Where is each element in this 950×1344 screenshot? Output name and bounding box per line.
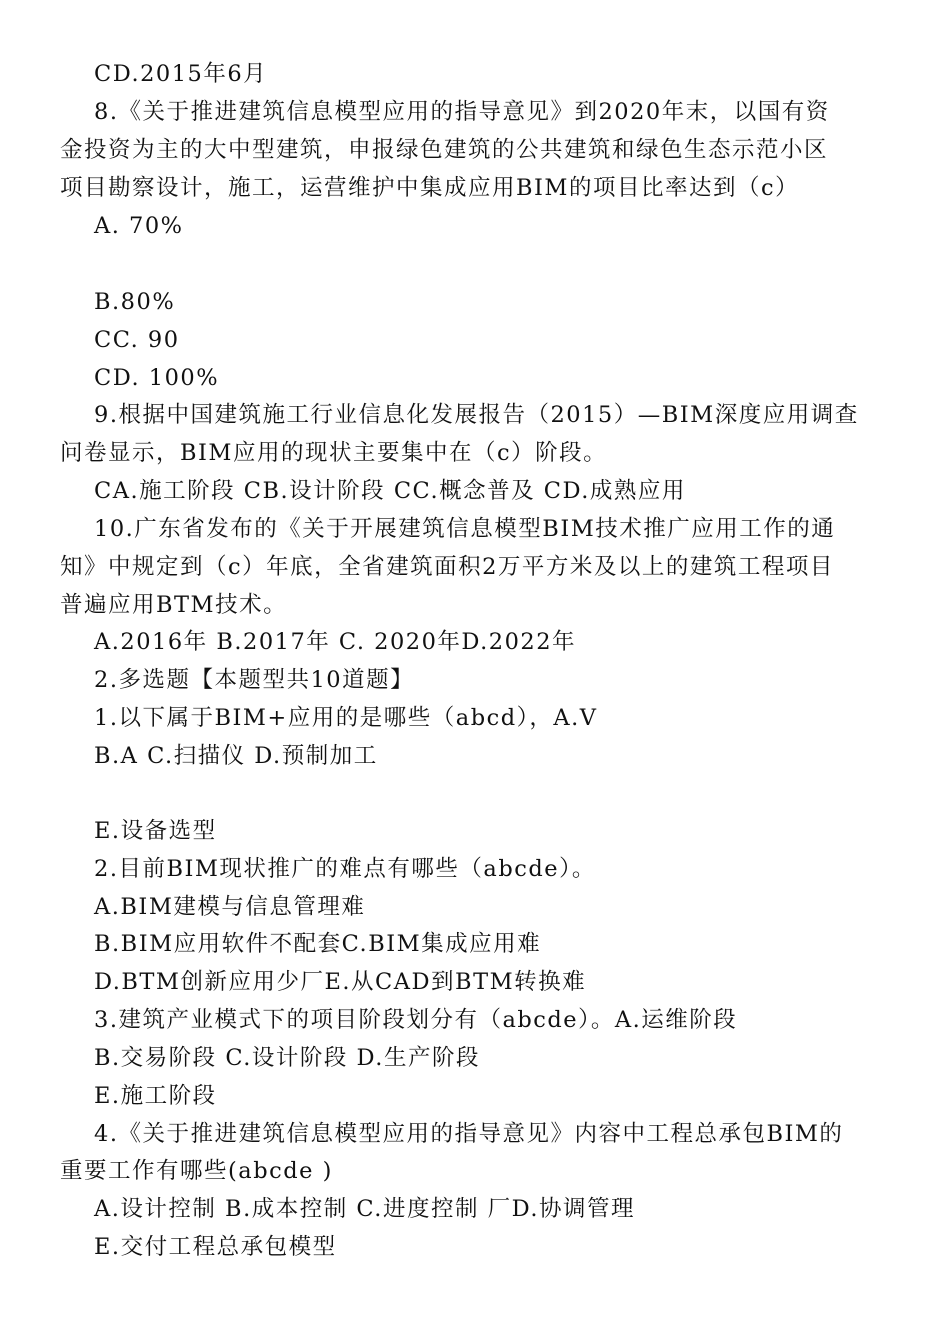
text-line: CD. 100% xyxy=(94,365,220,391)
text-line: 问卷显示，BIM应用的现状主要集中在（c）阶段。 xyxy=(60,440,608,466)
text-line: 10.广东省发布的《关于开展建筑信息模型BIM技术推广应用工作的通 xyxy=(94,516,836,542)
text-line: 普遍应用BTM技术。 xyxy=(60,592,288,618)
text-line: 1.以下属于BIM+应用的是哪些（abcd），A.V xyxy=(94,705,598,731)
text-line: CD.2015年6月 xyxy=(94,61,268,87)
text-line: 项目勘察设计，施工，运营维护中集成应用BIM的项目比率达到（c） xyxy=(60,175,800,201)
text-line: 9.根据中国建筑施工行业信息化发展报告（2015）—BIM深度应用调查 xyxy=(94,402,859,428)
text-line: D.BTM创新应用少厂E.从CAD到BTM转换难 xyxy=(94,969,587,995)
text-line: 2.多选题【本题型共10道题】 xyxy=(94,667,415,693)
text-line: A.设计控制 B.成本控制 C.进度控制 厂D.协调管理 xyxy=(94,1196,635,1222)
text-line: B.80% xyxy=(94,289,176,315)
text-line: A.2016年 B.2017年 C. 2020年D.2022年 xyxy=(94,629,577,655)
text-line: 4.《关于推进建筑信息模型应用的指导意见》内容中工程总承包BIM的 xyxy=(94,1121,844,1147)
text-line: CC. 90 xyxy=(94,327,180,353)
text-line: 8.《关于推进建筑信息模型应用的指导意见》到2020年末，以国有资 xyxy=(94,99,830,125)
text-line: A. 70% xyxy=(94,213,184,239)
text-line: CA.施工阶段 CB.设计阶段 CC.概念普及 CD.成熟应用 xyxy=(94,478,686,504)
text-line: 重要工作有哪些(abcde ) xyxy=(60,1158,333,1184)
text-line: 金投资为主的大中型建筑，申报绿色建筑的公共建筑和绿色生态示范小区 xyxy=(60,137,829,163)
text-line: B.交易阶段 C.设计阶段 D.生产阶段 xyxy=(94,1045,480,1071)
text-line: B.BIM应用软件不配套C.BIM集成应用难 xyxy=(94,931,542,957)
text-line: E.施工阶段 xyxy=(94,1083,217,1109)
text-line: 知》中规定到（c）年底，全省建筑面积2万平方米及以上的建筑工程项目 xyxy=(60,554,834,580)
text-line: B.A C.扫描仪 D.预制加工 xyxy=(94,743,378,769)
text-line: A.BIM建模与信息管理难 xyxy=(94,894,366,920)
text-line: 3.建筑产业模式下的项目阶段划分有（abcde）。A.运维阶段 xyxy=(94,1007,738,1033)
text-line: 2.目前BIM现状推广的难点有哪些（abcde）。 xyxy=(94,856,596,882)
text-line: E.设备选型 xyxy=(94,818,217,844)
text-line: E.交付工程总承包模型 xyxy=(94,1234,337,1260)
